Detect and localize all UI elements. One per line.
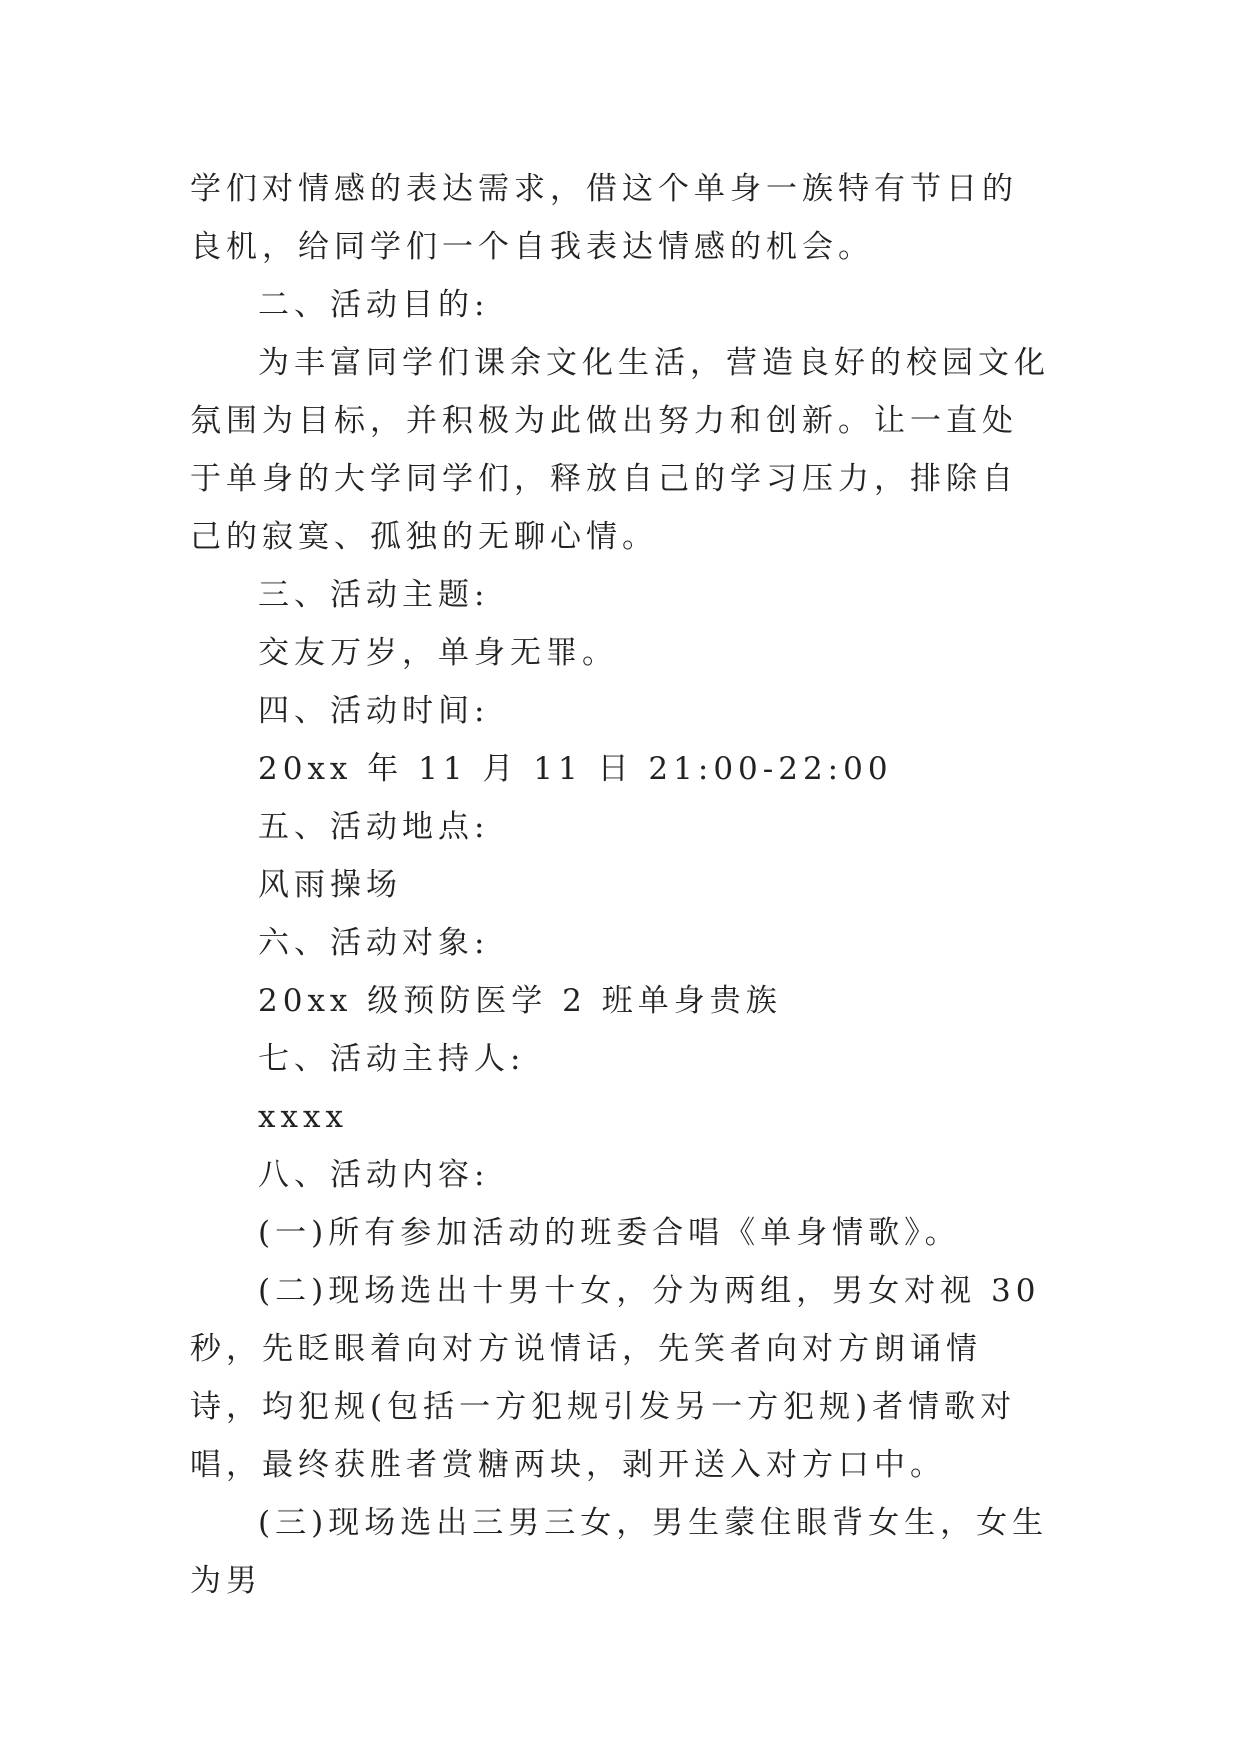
paragraph-activity-location: 风雨操场 <box>258 867 402 903</box>
heading-activity-participants: 六、活动对象: <box>258 925 490 961</box>
heading-activity-time: 四、活动时间: <box>258 693 490 729</box>
heading-activity-theme: 三、活动主题: <box>258 577 490 613</box>
heading-activity-purpose: 二、活动目的: <box>258 287 490 323</box>
paragraph-activity-participants: 20xx 级预防医学 2 班单身贵族 <box>258 983 782 1019</box>
paragraph-activity-purpose: 为丰富同学们课余文化生活，营造良好的校园文化氛围为目标，并积极为此做出努力和创新。让一直处于单身的大学同学们，释放自己的学习压力，排除自己的寂寞、孤独的无聊心情。 <box>190 345 1050 555</box>
heading-activity-host: 七、活动主持人: <box>258 1041 526 1077</box>
paragraph-activity-theme: 交友万岁，单身无罪。 <box>258 635 618 671</box>
heading-activity-content: 八、活动内容: <box>258 1157 490 1193</box>
paragraph-activity-time: 20xx 年 11 月 11 日 21:00-22:00 <box>258 751 893 787</box>
heading-activity-location: 五、活动地点: <box>258 809 490 845</box>
paragraph-content-item-3: (三)现场选出三男三女，男生蒙住眼背女生，女生为男 <box>190 1505 1049 1599</box>
paragraph-activity-host: xxxx <box>258 1099 348 1135</box>
document-body <box>190 160 1050 1610</box>
paragraph-content-item-1: (一)所有参加活动的班委合唱《单身情歌》。 <box>258 1215 961 1251</box>
paragraph-content-item-2: (二)现场选出十男十女，分为两组，男女对视 30 秒，先眨眼着向对方说情话，先笑者向对方朗诵情诗，均犯规(包括一方犯规引发另一方犯规)者情歌对唱，最终获胜者赏糖两块，剥开送入对方口中。 <box>190 1273 1041 1483</box>
paragraph-intro-continuation: 学们对情感的表达需求，借这个单身一族特有节日的良机，给同学们一个自我表达情感的机会。 <box>190 171 1018 265</box>
